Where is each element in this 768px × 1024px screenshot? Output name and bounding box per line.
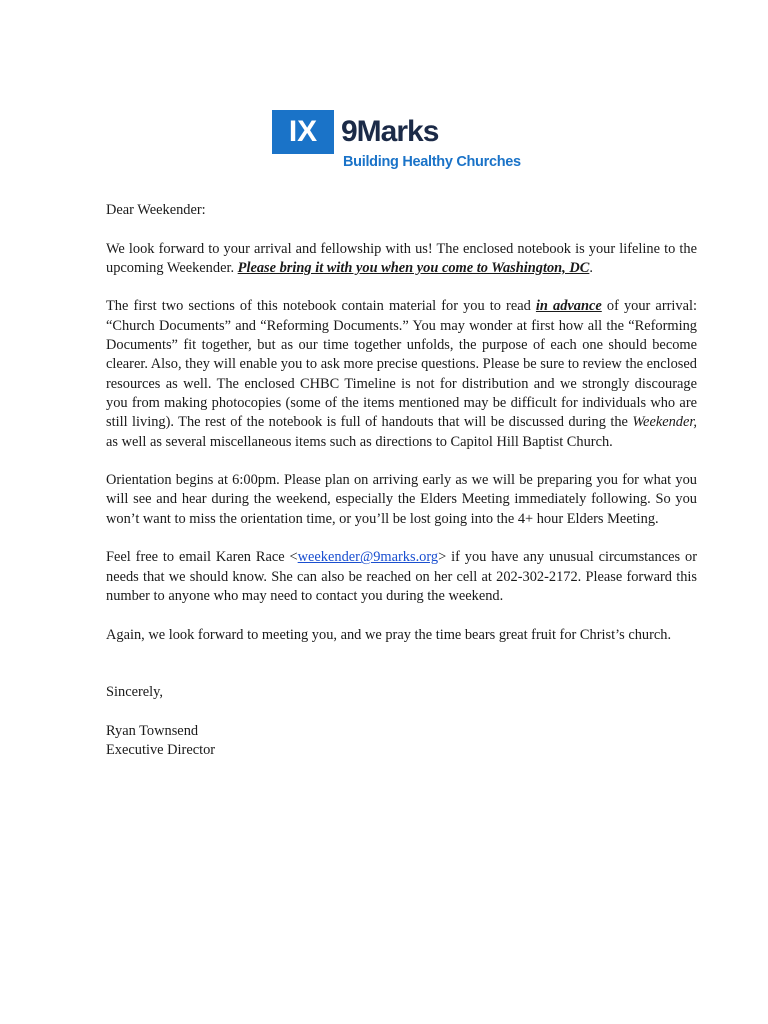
salutation: Dear Weekender: bbox=[106, 202, 206, 218]
closing: Sincerely, bbox=[106, 684, 164, 701]
bring-notebook-emphasis: Please bring it with you when you come to Washington, DC bbox=[237, 259, 590, 276]
paragraph-arrival-text: We look forward to your arrival and fellowship with us! The enclosed notebook is your lifeline to the upcoming Weekender. bbox=[106, 240, 697, 276]
paragraph-notebook bbox=[106, 297, 697, 451]
paragraph-orientation: Orientation begins at 6:00pm. Please plan on arriving early as we will be preparing you for what you will see and hear during the weekend, especially the Elders Meeting immediately following. So you won’t want to miss the orientation time, or you’ll be lost going into the 4+ hour Elders Meeting. bbox=[106, 472, 697, 527]
paragraph-closing-prayer: Again, we look forward to meeting you, and we pray the time bears great fruit for Christ’s church. bbox=[106, 626, 672, 643]
paragraph-contact-text-b: > if you have any unusual circumstances or needs that we should know. She can also be reached on her cell at 202-302-2172. Please forward this number to anyone who may need to contact you during the weekend. bbox=[106, 549, 697, 604]
9marks-logo bbox=[272, 110, 532, 180]
spacer bbox=[106, 664, 697, 683]
paragraph-contact-text-a: Feel free to email Karen Race < bbox=[106, 549, 298, 566]
letter-body bbox=[106, 201, 697, 761]
paragraph-notebook-text-b: of your arrival: “Church Documents” and “Reforming Documents.” You may wonder at first how all the “Reforming Documents” fit together, but as our time together unfolds, the purpose of each one should become clearer. Also, they will enable you to ask more precise questions. Please be sure to review the enclosed resources as well. The enclosed CHBC Timeline is not for distribution and we strongly discourage you from making photocopies (some of the items mentioned may be difficult for individuals who are still living). The rest of the notebook is full of handouts that will be discussed during the bbox=[106, 298, 697, 431]
logo-tagline: Building Healthy Churches bbox=[343, 154, 521, 170]
paragraph-notebook-text-a: The first two sections of this notebook contain material for you to read bbox=[106, 298, 536, 315]
email-link[interactable]: weekender@9marks.org bbox=[297, 549, 439, 566]
paragraph-arrival bbox=[106, 240, 697, 279]
signature-block bbox=[106, 722, 697, 761]
logo-name: 9Marks bbox=[341, 115, 439, 148]
weekender-italic: Weekender, bbox=[632, 414, 697, 431]
signer-title: Executive Director bbox=[106, 742, 216, 759]
in-advance-emphasis: in advance bbox=[535, 298, 602, 315]
signer-name: Ryan Townsend bbox=[106, 723, 199, 740]
logo-mark: IX bbox=[272, 110, 334, 154]
paragraph-arrival-end: . bbox=[589, 259, 593, 276]
paragraph-contact bbox=[106, 548, 697, 606]
paragraph-notebook-text-c: as well as several miscellaneous items such as directions to Capitol Hill Baptist Church. bbox=[106, 433, 613, 450]
